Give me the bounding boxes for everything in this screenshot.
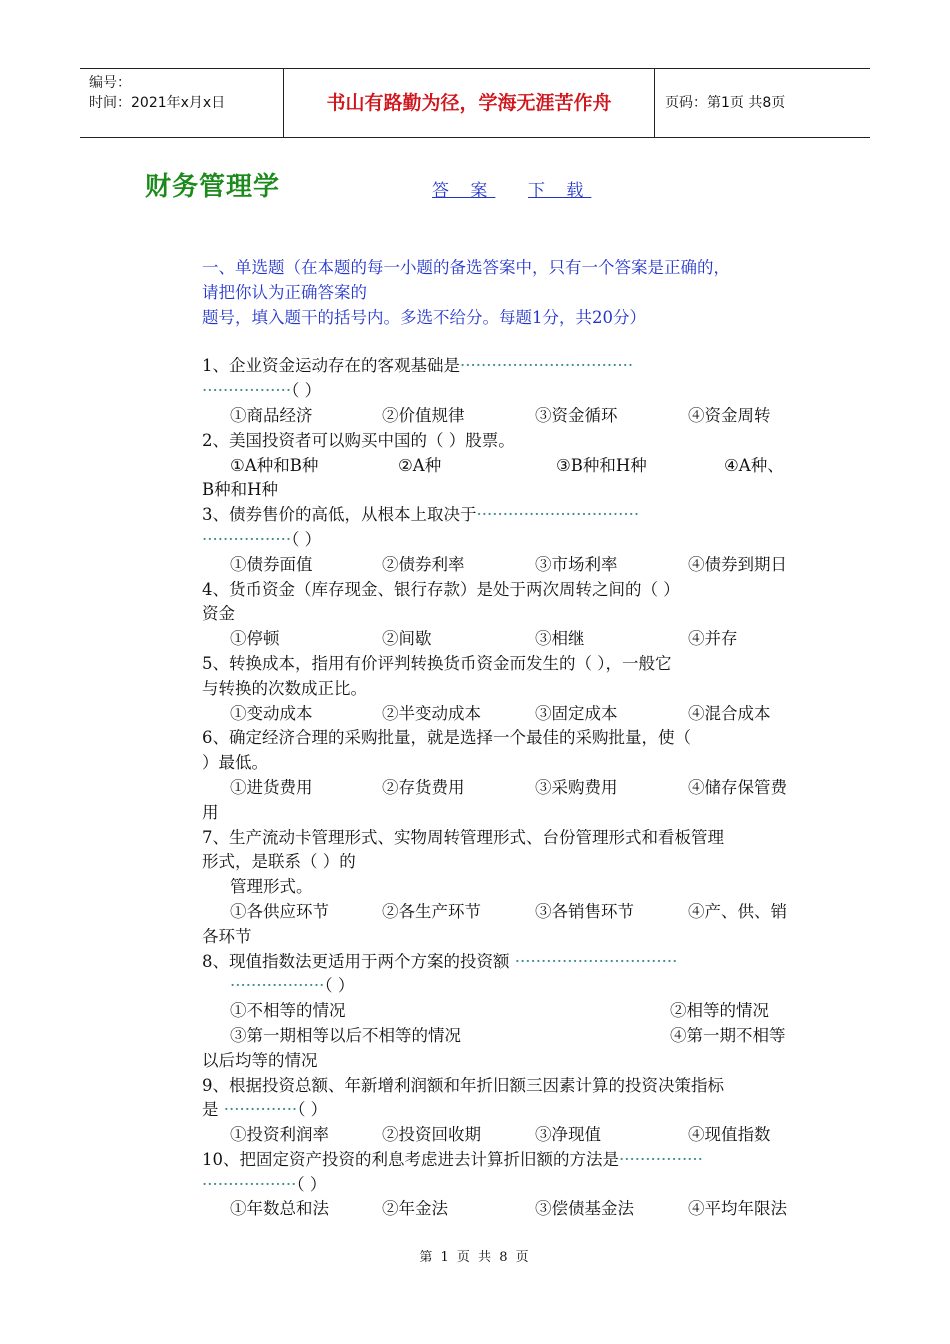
question-4-cont: 资金: [202, 604, 235, 624]
page-header: [80, 68, 870, 138]
option: ①投资利润率: [230, 1125, 329, 1145]
option: ③B种和H种: [556, 455, 647, 475]
question-6: 6、确定经济合理的采购批量，就是选择一个最佳的采购批量，使（: [202, 728, 691, 748]
option: ③净现值: [535, 1125, 601, 1145]
question-7-option-cont: 各环节: [202, 926, 252, 946]
question-5-options: [202, 702, 808, 727]
question-2: 2、美国投资者可以购买中国的（ ）股票。: [202, 430, 515, 450]
header-motto: 书山有路勤为径，学海无涯苦作舟: [283, 69, 655, 137]
download-link[interactable]: 下 载: [528, 181, 592, 201]
option: ③固定成本: [535, 703, 618, 723]
question-1: 1、企业资金运动存在的客观基础是·································: [202, 356, 634, 376]
question-3-cont: [202, 528, 808, 553]
question-7: 7、生产流动卡管理形式、实物周转管理形式、台份管理形式和看板管理: [202, 827, 724, 847]
option: ①A种和B种: [230, 455, 319, 475]
option: ④第一期不相等: [670, 1025, 786, 1045]
option: ②价值规律: [382, 405, 465, 425]
leader-dots: ·················: [202, 529, 292, 549]
question-5-cont: 与转换的次数成正比。: [202, 678, 367, 698]
option: ④资金周转: [688, 405, 771, 425]
option: ④A种、: [724, 455, 784, 475]
answer-paren: （ ）: [297, 1100, 328, 1120]
question-7-cont2: 管理形式。: [230, 877, 313, 897]
question-8-options-row1: [202, 999, 808, 1024]
question-9-options: [202, 1123, 808, 1148]
option: ②投资回收期: [382, 1125, 481, 1145]
option: ③相继: [535, 629, 585, 649]
option: ④并存: [688, 629, 738, 649]
option: ①各供应环节: [230, 901, 329, 921]
leader-dots: ··················: [202, 1174, 297, 1194]
option: ①债券面值: [230, 554, 313, 574]
option: ④平均年限法: [688, 1199, 787, 1219]
doc-number: 编号：: [89, 75, 131, 91]
leader-dots: ················: [619, 1149, 703, 1169]
option: ③各销售环节: [535, 901, 634, 921]
option: ②A种: [398, 455, 442, 475]
option: ④债券到期日: [688, 554, 787, 574]
question-10-options: [202, 1197, 808, 1222]
option: ②间歇: [382, 629, 432, 649]
header-page-info: 页码：第1页 共8页: [665, 95, 786, 111]
header-meta: [80, 69, 283, 137]
option: ③偿债基金法: [535, 1199, 634, 1219]
question-10: 10、把固定资产投资的利息考虑进去计算折旧额的方法是················: [202, 1149, 703, 1169]
option: ②相等的情况: [670, 1001, 769, 1021]
answer-paren: （ ）: [291, 381, 322, 401]
question-5: 5、转换成本，指用有价评判转换货币资金而发生的（ ），一般它: [202, 653, 672, 673]
leader-dots: ·······························: [476, 505, 640, 525]
leader-dots: ·················: [202, 381, 292, 401]
section-heading-line1: 一、单选题（在本题的每一小题的备选答案中，只有一个答案是正确的，: [202, 258, 730, 277]
question-8-options-row2: [202, 1024, 808, 1049]
question-8-option-cont: 以后均等的情况: [202, 1050, 318, 1070]
option: ④混合成本: [688, 703, 771, 723]
document-title: 财务管理学: [145, 172, 281, 202]
question-9: 9、根据投资总额、年新增利润额和年折旧额三因素计算的投资决策指标: [202, 1075, 724, 1095]
question-6-options: [202, 776, 808, 801]
leader-dots: ·································: [460, 356, 634, 376]
question-2-option-cont: B种和H种: [202, 480, 279, 500]
question-3-options: [202, 553, 808, 578]
option: ①不相等的情况: [230, 1001, 346, 1021]
doc-date: 时间：2021年x月x日: [89, 95, 226, 111]
option: ③资金循环: [535, 405, 618, 425]
question-4: 4、货币资金（库存现金、银行存款）是处于两次周转之间的（ ）: [202, 579, 680, 599]
option: ②各生产环节: [382, 901, 481, 921]
question-content: [202, 256, 808, 1222]
section-heading-line2: 请把你认为正确答案的: [202, 282, 367, 302]
question-6-cont: ）最低。: [202, 753, 268, 773]
option: ①商品经济: [230, 405, 313, 425]
question-1-cont: [202, 379, 808, 404]
question-7-cont: 形式，是联系（ ）的: [202, 852, 356, 872]
option: ①停顿: [230, 629, 280, 649]
option: ②半变动成本: [382, 703, 481, 723]
question-6-option-cont: 用: [202, 802, 219, 822]
option: ①年数总和法: [230, 1199, 329, 1219]
option: ②年金法: [382, 1199, 448, 1219]
question-9-cont: 是 ··············（ ）: [202, 1100, 328, 1120]
option: ①变动成本: [230, 703, 313, 723]
option: ③采购费用: [535, 777, 618, 797]
option: ②存货费用: [382, 777, 465, 797]
leader-dots: ··············: [223, 1100, 298, 1120]
question-3: 3、债券售价的高低，从根本上取决于·······························: [202, 505, 640, 525]
question-4-options: [202, 627, 808, 652]
option: ④现值指数: [688, 1125, 771, 1145]
question-2-options: [202, 454, 808, 479]
option: ④产、供、销: [688, 901, 787, 921]
option: ①进货费用: [230, 777, 313, 797]
answer-paren: （ ）: [296, 1174, 327, 1194]
leader-dots: ·······························: [514, 951, 678, 971]
leader-dots: ··················: [230, 976, 325, 996]
section-heading-line3: 题号，填入题干的括号内。多选不给分。每题1分，共20分）: [202, 307, 646, 327]
page-footer: 第 1 页 共 8 页: [419, 1250, 531, 1265]
question-10-cont: [202, 1173, 808, 1198]
answer-link[interactable]: 答 案: [432, 181, 496, 201]
option: ③第一期相等以后不相等的情况: [230, 1025, 461, 1045]
answer-paren: （ ）: [324, 976, 355, 996]
option: ④储存保管费: [688, 777, 787, 797]
option: ②债券利率: [382, 554, 465, 574]
question-8-cont: [202, 974, 808, 999]
answer-paren: （ ）: [291, 529, 322, 549]
question-1-options: [202, 404, 808, 429]
option: ③市场利率: [535, 554, 618, 574]
question-7-options: [202, 900, 808, 925]
question-8: 8、现值指数法更适用于两个方案的投资额 ·······························: [202, 951, 678, 971]
